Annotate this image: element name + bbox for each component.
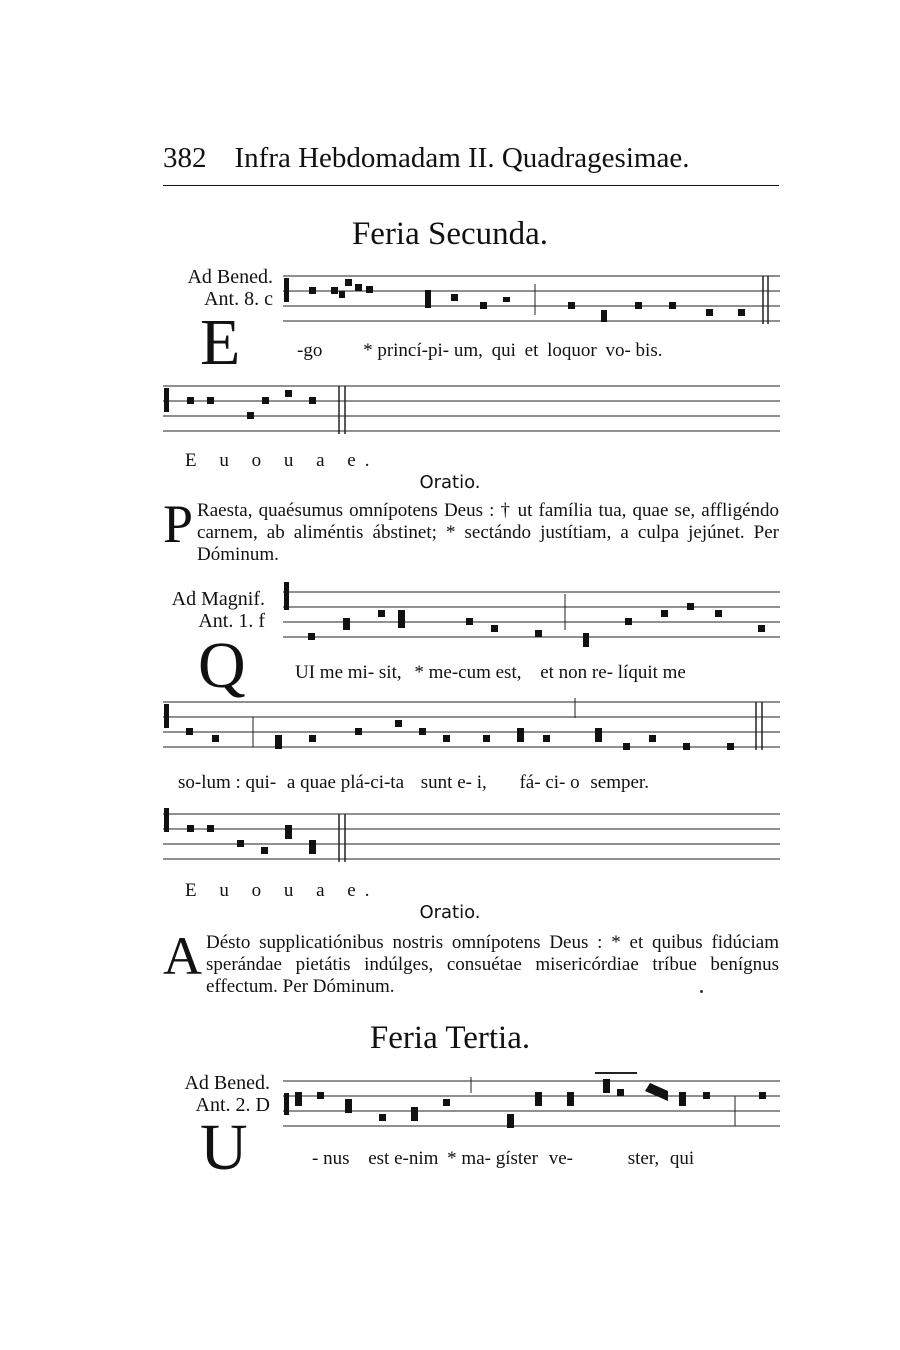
mode-line: Ad Bened. <box>184 1072 270 1094</box>
mode-label-bened-2 <box>150 1072 270 1116</box>
lyric: vo- bis. <box>605 340 663 361</box>
chant-staff-1 <box>283 272 780 328</box>
oratio-body: Désto supplicatiónibus nostris omnípotens Deus : * et quibus fidúciam sperándae pietátis indúlges, consuétae misericórdiae tríbue benígnus effectum. Per Dóminum. <box>206 932 779 997</box>
mode-line: Ant. 1. f <box>198 610 265 632</box>
page-number: 382 <box>163 142 207 174</box>
euouae-1: E u o u a e. <box>185 450 379 471</box>
lyric: sunt e- i, <box>420 772 487 793</box>
oratio-initial-P: P <box>163 494 194 554</box>
lyric-syllables-1 <box>297 340 662 362</box>
lyric: so-lum : qui- <box>178 772 277 793</box>
lyric: loquor <box>547 340 597 361</box>
lyric: * ma- gíster <box>447 1148 538 1169</box>
oratio-text-2 <box>163 926 779 998</box>
mode-line: Ant. 2. D <box>195 1094 270 1116</box>
lyric: fá- ci- o <box>519 772 580 793</box>
lyric: et non re- líquit me <box>540 662 686 683</box>
initial-U: U <box>200 1111 248 1184</box>
lyric: -go <box>297 340 323 361</box>
section-title-feria-secunda: Feria Secunda. <box>351 216 549 252</box>
stray-dot <box>700 990 703 993</box>
chant-staff-2 <box>283 588 780 644</box>
mode-line: Ad Bened. <box>187 266 273 288</box>
oratio-heading-1: Oratio. <box>419 472 481 493</box>
lyric-syllables-2 <box>295 662 686 684</box>
chant-staff-euouae-1 <box>163 382 780 438</box>
section-title-feria-tertia: Feria Tertia. <box>369 1020 531 1056</box>
running-head <box>163 142 689 175</box>
lyric: * princí-pi- um, <box>363 340 483 361</box>
lyric: qui <box>669 1148 695 1169</box>
header-rule <box>163 185 779 186</box>
mode-line: Ant. 8. c <box>204 288 273 310</box>
oratio-heading-2: Oratio. <box>419 902 481 923</box>
mode-label-bened-1 <box>153 266 273 310</box>
lyric: * me-cum est, <box>414 662 522 683</box>
oratio-initial-A: A <box>163 926 202 986</box>
lyric-syllables-3 <box>178 772 649 794</box>
lyric: ster, <box>627 1148 660 1169</box>
initial-E: E <box>200 306 241 379</box>
lyric: UI me mi- sit, <box>295 662 402 683</box>
lyric: semper. <box>590 772 649 793</box>
lyric: a quae plá-ci-ta <box>286 772 405 793</box>
lyric: ve- <box>548 1148 573 1169</box>
running-title: Infra Hebdomadam II. Quadragesimae. <box>234 142 690 174</box>
oratio-body: Raesta, quaésumus omnípotens Deus : † ut família tua, quae se, affligéndo carnem, ab aliméntis ábstinet; * sectándo justítiam, a culpa jejúnet. Per Dóminum. <box>197 500 779 565</box>
lyric: est e-nim <box>368 1148 439 1169</box>
lyric: qui <box>491 340 516 361</box>
chant-staff-4 <box>283 1077 780 1133</box>
lyric: et <box>524 340 539 361</box>
chant-staff-3 <box>163 698 780 754</box>
oratio-text-1 <box>163 494 779 566</box>
initial-Q: Q <box>198 629 246 702</box>
mode-label-magnif <box>145 588 265 632</box>
lyric: - nus <box>312 1148 350 1169</box>
chant-staff-euouae-2 <box>163 810 780 866</box>
euouae-2: E u o u a e. <box>185 880 379 901</box>
lyric-syllables-4 <box>312 1148 694 1170</box>
mode-line: Ad Magnif. <box>171 588 265 610</box>
